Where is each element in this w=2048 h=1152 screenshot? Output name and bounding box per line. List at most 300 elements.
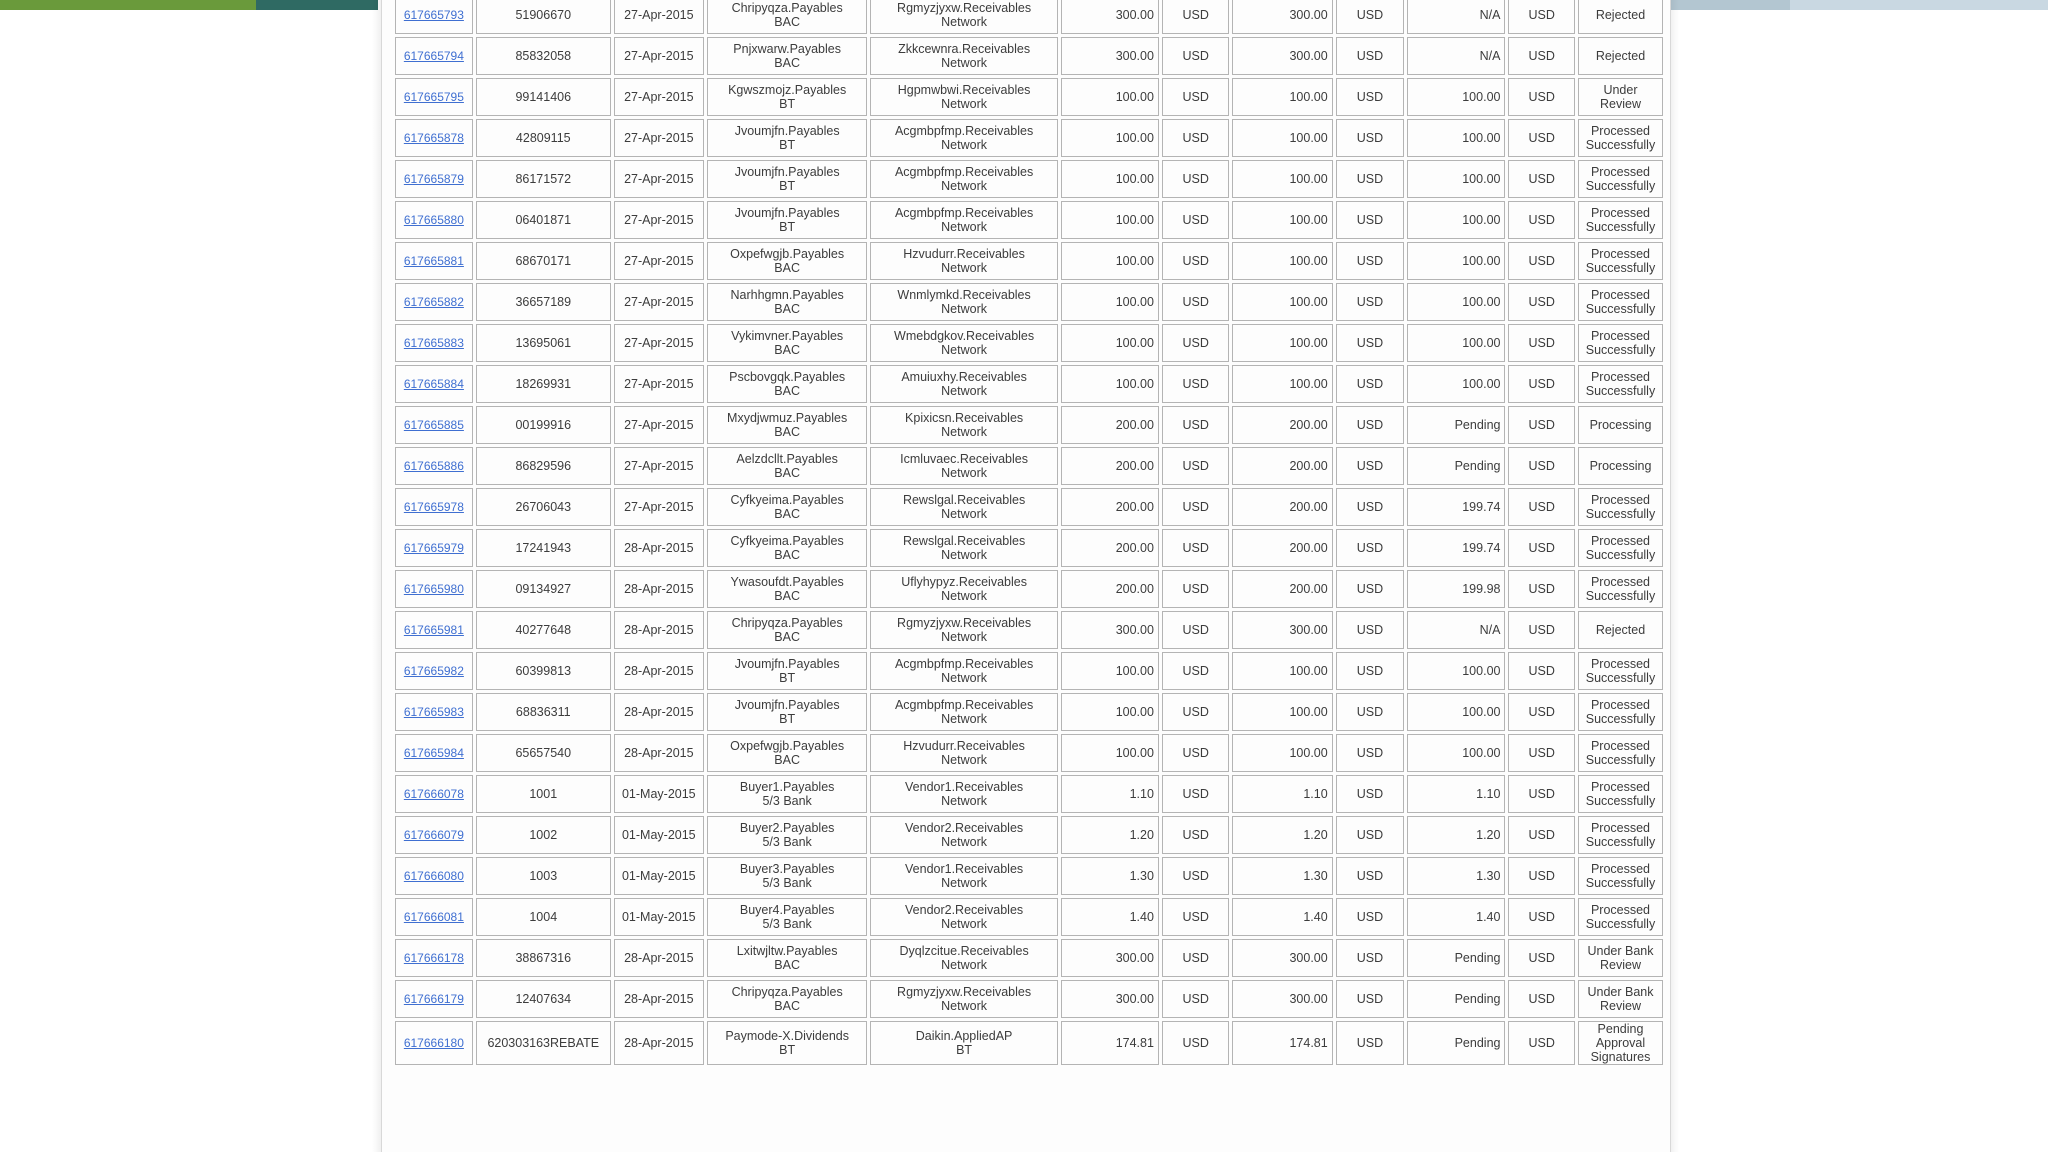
payer-cell-line: 5/3 Bank	[762, 917, 812, 931]
payment-id-link[interactable]: 617666180	[403, 1036, 464, 1050]
settled-currency-cell: USD	[1508, 201, 1575, 239]
original-currency-cell: USD	[1162, 980, 1230, 1018]
payee-cell-line: Network	[941, 220, 987, 234]
payment-id-link[interactable]: 617665882	[403, 295, 464, 309]
status-cell-line: Processed	[1590, 165, 1651, 179]
payment-currency-cell: USD	[1336, 119, 1405, 157]
payee-cell-line: Network	[941, 138, 987, 152]
status-cell-line: Successfully	[1585, 302, 1656, 316]
payment-currency-cell: USD	[1336, 0, 1405, 34]
payment-amount-cell: 200.00	[1232, 447, 1332, 485]
payer-cell-line: BAC	[774, 425, 800, 439]
payer-cell-line: BT	[779, 1043, 796, 1057]
payee-cell-line: Acgmbpfmp.Receivables	[894, 698, 1034, 712]
payee-cell	[870, 119, 1057, 157]
original-amount-cell: 1.10	[1061, 775, 1159, 813]
payer-cell-line: Cyfkyeima.Payables	[730, 493, 844, 507]
payer-cell	[707, 78, 868, 116]
payment-amount-cell: 174.81	[1232, 1021, 1332, 1065]
payee-cell-line: Network	[941, 179, 987, 193]
status-cell-line: Review	[1599, 958, 1641, 972]
payment-id-cell	[395, 529, 473, 567]
status-cell	[1578, 0, 1663, 34]
payer-cell	[707, 611, 868, 649]
payer-cell-line: BAC	[774, 261, 800, 275]
payment-amount-cell: 200.00	[1232, 529, 1332, 567]
payer-cell-line: BT	[779, 97, 796, 111]
status-cell-line: Processed	[1590, 124, 1651, 138]
payer-cell-line: BAC	[774, 15, 800, 29]
payee-cell	[870, 488, 1057, 526]
payment-amount-cell: 100.00	[1232, 201, 1332, 239]
reference-number-cell: 36657189	[476, 283, 611, 321]
original-currency-cell: USD	[1162, 570, 1230, 608]
payment-id-cell	[395, 0, 473, 34]
reference-number-cell: 86171572	[476, 160, 611, 198]
status-cell	[1578, 857, 1663, 895]
status-cell-line: Processing	[1589, 459, 1652, 473]
payer-cell	[707, 488, 868, 526]
payment-id-link[interactable]: 617665983	[403, 705, 464, 719]
status-cell-line: Processed	[1590, 903, 1651, 917]
payment-id-cell	[395, 37, 473, 75]
settled-amount-cell: Pending	[1407, 980, 1505, 1018]
payment-currency-cell: USD	[1336, 816, 1405, 854]
reference-number-cell: 17241943	[476, 529, 611, 567]
settled-currency-cell: USD	[1508, 939, 1575, 977]
payee-cell-line: Network	[941, 630, 987, 644]
payment-id-link[interactable]: 617665980	[403, 582, 464, 596]
payment-id-link[interactable]: 617665881	[403, 254, 464, 268]
payment-currency-cell: USD	[1336, 693, 1405, 731]
payee-cell-line: Network	[941, 712, 987, 726]
payment-amount-cell: 100.00	[1232, 365, 1332, 403]
original-amount-cell: 200.00	[1061, 488, 1159, 526]
status-cell-line: Pending	[1597, 1022, 1644, 1036]
payee-cell	[870, 201, 1057, 239]
payee-cell-line: Network	[941, 425, 987, 439]
payment-currency-cell: USD	[1336, 406, 1405, 444]
payment-id-link[interactable]: 617665886	[403, 459, 464, 473]
status-cell-line: Successfully	[1585, 589, 1656, 603]
status-cell-line: Processing	[1589, 418, 1652, 432]
settled-currency-cell: USD	[1508, 980, 1575, 1018]
settled-amount-cell: 1.20	[1407, 816, 1505, 854]
payment-currency-cell: USD	[1336, 570, 1405, 608]
status-cell-line: Processed	[1590, 288, 1651, 302]
payment-date-cell: 27-Apr-2015	[614, 324, 704, 362]
original-amount-cell: 100.00	[1061, 693, 1159, 731]
payer-cell-line: BAC	[774, 630, 800, 644]
payment-currency-cell: USD	[1336, 1021, 1405, 1065]
reference-number-cell: 1003	[476, 857, 611, 895]
reference-number-cell: 99141406	[476, 78, 611, 116]
accent-green	[0, 0, 256, 10]
settled-amount-cell: 100.00	[1407, 734, 1505, 772]
status-cell-line: Processed	[1590, 657, 1651, 671]
reference-number-cell: 26706043	[476, 488, 611, 526]
settled-currency-cell: USD	[1508, 734, 1575, 772]
payee-cell-line: Hzvudurr.Receivables	[903, 739, 1025, 753]
payment-date-cell: 27-Apr-2015	[614, 242, 704, 280]
payee-cell-line: Network	[941, 261, 987, 275]
payment-id-link[interactable]: 617665793	[403, 8, 464, 22]
payment-date-cell: 28-Apr-2015	[614, 693, 704, 731]
payment-currency-cell: USD	[1336, 365, 1405, 403]
payer-cell-line: Ywasoufdt.Payables	[730, 575, 844, 589]
payee-cell-line: Network	[941, 958, 987, 972]
status-cell-line: Processed	[1590, 329, 1651, 343]
payer-cell-line: 5/3 Bank	[762, 794, 812, 808]
payments-table	[392, 0, 1666, 1068]
status-cell-line: Successfully	[1585, 876, 1656, 890]
payment-id-link[interactable]: 617666078	[403, 787, 464, 801]
payee-cell	[870, 898, 1057, 936]
payee-cell-line: Rgmyzjyxw.Receivables	[897, 616, 1032, 630]
payment-id-link[interactable]: 617665884	[403, 377, 464, 391]
payment-amount-cell: 100.00	[1232, 119, 1332, 157]
status-cell	[1578, 898, 1663, 936]
payment-currency-cell: USD	[1336, 37, 1405, 75]
table-row	[395, 816, 1663, 854]
original-currency-cell: USD	[1162, 242, 1230, 280]
payer-cell-line: Jvoumjfn.Payables	[734, 165, 840, 179]
status-cell-line: Successfully	[1585, 671, 1656, 685]
payer-cell	[707, 406, 868, 444]
payment-id-link[interactable]: 617665795	[403, 90, 464, 104]
original-currency-cell: USD	[1162, 898, 1230, 936]
payment-id-link[interactable]: 617666179	[403, 992, 464, 1006]
payment-date-cell: 28-Apr-2015	[614, 980, 704, 1018]
payment-currency-cell: USD	[1336, 898, 1405, 936]
payment-currency-cell: USD	[1336, 160, 1405, 198]
table-row	[395, 857, 1663, 895]
status-cell-line: Successfully	[1585, 179, 1656, 193]
settled-amount-cell: Pending	[1407, 406, 1505, 444]
payee-cell-line: Acgmbpfmp.Receivables	[894, 657, 1034, 671]
table-row	[395, 529, 1663, 567]
payment-amount-cell: 200.00	[1232, 488, 1332, 526]
table-row	[395, 160, 1663, 198]
payment-currency-cell: USD	[1336, 939, 1405, 977]
settled-amount-cell: 100.00	[1407, 652, 1505, 690]
payment-id-link[interactable]: 617665883	[403, 336, 464, 350]
payment-id-cell	[395, 898, 473, 936]
payment-id-cell	[395, 939, 473, 977]
status-cell-line: Processed	[1590, 698, 1651, 712]
payer-cell-line: Chripyqza.Payables	[731, 1, 843, 15]
payer-cell	[707, 529, 868, 567]
payee-cell-line: Acgmbpfmp.Receivables	[894, 206, 1034, 220]
payer-cell-line: Pscbovgqk.Payables	[729, 370, 846, 384]
status-cell-line: Review	[1599, 999, 1641, 1013]
payer-cell-line: Jvoumjfn.Payables	[734, 657, 840, 671]
payment-date-cell: 27-Apr-2015	[614, 0, 704, 34]
payer-cell-line: BAC	[774, 999, 800, 1013]
settled-currency-cell: USD	[1508, 898, 1575, 936]
status-cell-line: Review	[1599, 97, 1641, 111]
payment-amount-cell: 100.00	[1232, 693, 1332, 731]
payee-cell-line: Network	[941, 835, 987, 849]
status-cell-line: Under Bank	[1587, 985, 1654, 999]
payment-id-link[interactable]: 617665978	[403, 500, 464, 514]
payment-date-cell: 28-Apr-2015	[614, 611, 704, 649]
payer-cell	[707, 734, 868, 772]
status-cell-line: Processed	[1590, 534, 1651, 548]
reference-number-cell: 13695061	[476, 324, 611, 362]
payer-cell	[707, 939, 868, 977]
payment-date-cell: 28-Apr-2015	[614, 529, 704, 567]
status-cell-line: Processed	[1590, 493, 1651, 507]
payment-id-link[interactable]: 617665984	[403, 746, 464, 760]
status-cell-line: Under	[1603, 83, 1638, 97]
payer-cell-line: Mxydjwmuz.Payables	[727, 411, 848, 425]
original-currency-cell: USD	[1162, 0, 1230, 34]
payment-currency-cell: USD	[1336, 529, 1405, 567]
payer-cell	[707, 980, 868, 1018]
settled-currency-cell: USD	[1508, 816, 1575, 854]
payer-cell-line: Cyfkyeima.Payables	[730, 534, 844, 548]
payment-id-link[interactable]: 617665982	[403, 664, 464, 678]
payee-cell-line: Network	[941, 97, 987, 111]
reference-number-cell: 18269931	[476, 365, 611, 403]
original-currency-cell: USD	[1162, 611, 1230, 649]
payment-currency-cell: USD	[1336, 201, 1405, 239]
payee-cell-line: Acgmbpfmp.Receivables	[894, 165, 1034, 179]
status-cell-line: Successfully	[1585, 507, 1656, 521]
payment-id-cell	[395, 611, 473, 649]
payment-date-cell: 27-Apr-2015	[614, 78, 704, 116]
payer-cell-line: Paymode-X.Dividends	[725, 1029, 849, 1043]
payment-date-cell: 27-Apr-2015	[614, 201, 704, 239]
settled-currency-cell: USD	[1508, 119, 1575, 157]
settled-currency-cell: USD	[1508, 160, 1575, 198]
payer-cell-line: Buyer1.Payables	[739, 780, 835, 794]
payer-cell-line: Narhhgmn.Payables	[730, 288, 844, 302]
payment-id-link[interactable]: 617665878	[403, 131, 464, 145]
payer-cell-line: BAC	[774, 56, 800, 70]
table-row	[395, 365, 1663, 403]
payment-id-link[interactable]: 617665880	[403, 213, 464, 227]
original-currency-cell: USD	[1162, 652, 1230, 690]
payment-currency-cell: USD	[1336, 324, 1405, 362]
settled-currency-cell: USD	[1508, 857, 1575, 895]
status-cell-line: Successfully	[1585, 548, 1656, 562]
reference-number-cell: 38867316	[476, 939, 611, 977]
settled-amount-cell: 100.00	[1407, 78, 1505, 116]
payment-amount-cell: 300.00	[1232, 611, 1332, 649]
page-shadow-left	[372, 0, 381, 1152]
payment-id-cell	[395, 78, 473, 116]
payer-cell	[707, 570, 868, 608]
payment-id-link[interactable]: 617665879	[403, 172, 464, 186]
payment-id-cell	[395, 652, 473, 690]
settled-currency-cell: USD	[1508, 447, 1575, 485]
payee-cell-line: Rgmyzjyxw.Receivables	[897, 985, 1032, 999]
payment-id-link[interactable]: 617666080	[403, 869, 464, 883]
payment-currency-cell: USD	[1336, 775, 1405, 813]
settled-amount-cell: N/A	[1407, 0, 1505, 34]
payer-cell	[707, 324, 868, 362]
payment-id-link[interactable]: 617666178	[403, 951, 464, 965]
payer-cell-line: 5/3 Bank	[762, 835, 812, 849]
payment-id-cell	[395, 160, 473, 198]
payee-cell-line: Daikin.AppliedAP	[915, 1029, 1013, 1043]
settled-amount-cell: 100.00	[1407, 160, 1505, 198]
payer-cell-line: Oxpefwgjb.Payables	[730, 247, 845, 261]
table-row	[395, 406, 1663, 444]
payee-cell-line: Rewslgal.Receivables	[902, 493, 1026, 507]
payment-currency-cell: USD	[1336, 652, 1405, 690]
payment-date-cell: 28-Apr-2015	[614, 570, 704, 608]
payer-cell-line: Jvoumjfn.Payables	[734, 206, 840, 220]
payer-cell	[707, 693, 868, 731]
payee-cell	[870, 78, 1057, 116]
table-row	[395, 488, 1663, 526]
status-cell	[1578, 406, 1663, 444]
payment-id-cell	[395, 857, 473, 895]
settled-currency-cell: USD	[1508, 652, 1575, 690]
payer-cell-line: BAC	[774, 384, 800, 398]
payer-cell	[707, 447, 868, 485]
settled-currency-cell: USD	[1508, 693, 1575, 731]
payee-cell	[870, 324, 1057, 362]
payment-date-cell: 27-Apr-2015	[614, 283, 704, 321]
original-amount-cell: 100.00	[1061, 734, 1159, 772]
table-row	[395, 693, 1663, 731]
payment-date-cell: 27-Apr-2015	[614, 406, 704, 444]
payment-date-cell: 01-May-2015	[614, 857, 704, 895]
payer-cell	[707, 283, 868, 321]
payee-cell-line: Network	[941, 794, 987, 808]
payer-cell-line: BAC	[774, 753, 800, 767]
payment-amount-cell: 200.00	[1232, 570, 1332, 608]
status-cell-line: Successfully	[1585, 835, 1656, 849]
reference-number-cell: 68836311	[476, 693, 611, 731]
status-cell	[1578, 570, 1663, 608]
payment-id-link[interactable]: 617665981	[403, 623, 464, 637]
payee-cell-line: Zkkcewnra.Receivables	[898, 42, 1031, 56]
payer-cell-line: Oxpefwgjb.Payables	[730, 739, 845, 753]
payer-cell-line: BT	[779, 671, 796, 685]
accent-light	[1790, 0, 2048, 10]
payee-cell-line: Vendor1.Receivables	[905, 780, 1024, 794]
payee-cell-line: Rgmyzjyxw.Receivables	[897, 1, 1032, 15]
settled-amount-cell: Pending	[1407, 447, 1505, 485]
original-currency-cell: USD	[1162, 775, 1230, 813]
payer-cell-line: BT	[779, 220, 796, 234]
payer-cell-line: Chripyqza.Payables	[731, 985, 843, 999]
payment-amount-cell: 1.10	[1232, 775, 1332, 813]
table-row	[395, 775, 1663, 813]
status-cell	[1578, 324, 1663, 362]
status-cell	[1578, 734, 1663, 772]
payee-cell	[870, 734, 1057, 772]
reference-number-cell: 42809115	[476, 119, 611, 157]
original-currency-cell: USD	[1162, 939, 1230, 977]
payer-cell-line: BT	[779, 179, 796, 193]
payment-id-link[interactable]: 617666079	[403, 828, 464, 842]
payee-cell-line: Icmluvaec.Receivables	[900, 452, 1028, 466]
payer-cell-line: 5/3 Bank	[762, 876, 812, 890]
original-amount-cell: 300.00	[1061, 0, 1159, 34]
payer-cell-line: BAC	[774, 548, 800, 562]
settled-currency-cell: USD	[1508, 775, 1575, 813]
payment-amount-cell: 100.00	[1232, 160, 1332, 198]
status-cell	[1578, 693, 1663, 731]
original-currency-cell: USD	[1162, 816, 1230, 854]
reference-number-cell: 86829596	[476, 447, 611, 485]
reference-number-cell: 65657540	[476, 734, 611, 772]
settled-currency-cell: USD	[1508, 611, 1575, 649]
original-amount-cell: 174.81	[1061, 1021, 1159, 1065]
payment-date-cell: 01-May-2015	[614, 816, 704, 854]
settled-currency-cell: USD	[1508, 324, 1575, 362]
table-row	[395, 242, 1663, 280]
payee-cell-line: Hgpmwbwi.Receivables	[897, 83, 1031, 97]
payment-date-cell: 28-Apr-2015	[614, 939, 704, 977]
payment-date-cell: 27-Apr-2015	[614, 160, 704, 198]
payment-amount-cell: 100.00	[1232, 283, 1332, 321]
payment-id-link[interactable]: 617665885	[403, 418, 464, 432]
status-cell	[1578, 283, 1663, 321]
payment-id-link[interactable]: 617665979	[403, 541, 464, 555]
payment-id-cell	[395, 775, 473, 813]
payment-date-cell: 27-Apr-2015	[614, 37, 704, 75]
original-amount-cell: 1.40	[1061, 898, 1159, 936]
payee-cell	[870, 283, 1057, 321]
payment-id-cell	[395, 406, 473, 444]
reference-number-cell: 60399813	[476, 652, 611, 690]
payment-amount-cell: 1.20	[1232, 816, 1332, 854]
status-cell-line: Processed	[1590, 247, 1651, 261]
settled-currency-cell: USD	[1508, 365, 1575, 403]
payment-id-cell	[395, 488, 473, 526]
payee-cell	[870, 1021, 1057, 1065]
payer-cell	[707, 652, 868, 690]
payment-date-cell: 01-May-2015	[614, 898, 704, 936]
settled-currency-cell: USD	[1508, 406, 1575, 444]
settled-amount-cell: 1.40	[1407, 898, 1505, 936]
payee-cell	[870, 0, 1057, 34]
original-amount-cell: 1.20	[1061, 816, 1159, 854]
payment-id-link[interactable]: 617665794	[403, 49, 464, 63]
payment-id-cell	[395, 980, 473, 1018]
original-currency-cell: USD	[1162, 857, 1230, 895]
status-cell	[1578, 160, 1663, 198]
accent-blue	[1670, 0, 1790, 10]
payment-date-cell: 27-Apr-2015	[614, 119, 704, 157]
original-amount-cell: 100.00	[1061, 160, 1159, 198]
status-cell-line: Processed	[1590, 370, 1651, 384]
payee-cell	[870, 406, 1057, 444]
payment-id-link[interactable]: 617666081	[403, 910, 464, 924]
payment-id-cell	[395, 447, 473, 485]
payer-cell	[707, 775, 868, 813]
status-cell	[1578, 365, 1663, 403]
table-row	[395, 570, 1663, 608]
payee-cell	[870, 160, 1057, 198]
payee-cell-line: Dyqlzcitue.Receivables	[899, 944, 1029, 958]
payment-date-cell: 28-Apr-2015	[614, 1021, 704, 1065]
payment-date-cell: 27-Apr-2015	[614, 488, 704, 526]
settled-amount-cell: 199.74	[1407, 529, 1505, 567]
table-row	[395, 78, 1663, 116]
payment-currency-cell: USD	[1336, 857, 1405, 895]
payee-cell-line: BT	[956, 1043, 973, 1057]
original-currency-cell: USD	[1162, 283, 1230, 321]
payment-currency-cell: USD	[1336, 78, 1405, 116]
